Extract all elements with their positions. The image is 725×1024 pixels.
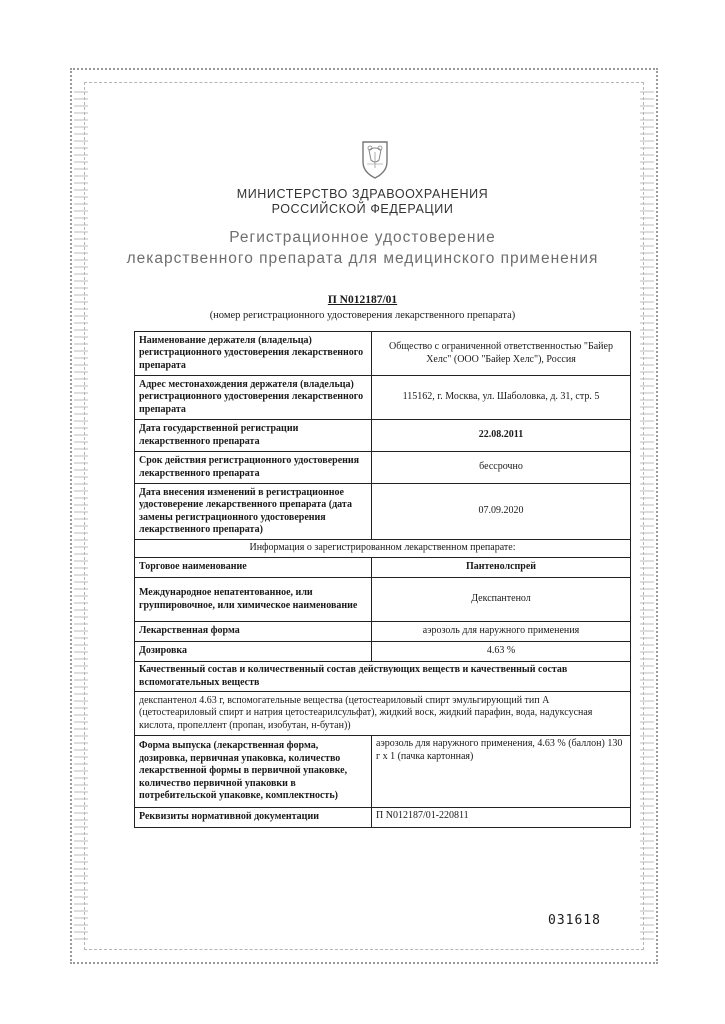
coat-of-arms-icon: [355, 138, 395, 180]
serial-number: 031618: [548, 913, 601, 928]
certificate-title-line-1: Регистрационное удостоверение: [229, 229, 496, 246]
ministry-line-1: МИНИСТЕРСТВО ЗДРАВООХРАНЕНИЯ: [236, 187, 489, 201]
table-row: [135, 808, 631, 828]
table-row: [135, 622, 631, 642]
certificate-title-line-2: лекарственного препарата для медицинского применения: [126, 250, 599, 267]
table-row: [135, 558, 631, 578]
inn-value: Декспантенол: [372, 578, 631, 622]
table-row: [135, 662, 631, 692]
registration-number-caption: (номер регистрационного удостоверения лекарственного препарата): [209, 310, 516, 321]
trade-name-value: Пантенолспрей: [372, 558, 631, 578]
registration-date-value: 22.08.2011: [372, 420, 631, 452]
normative-doc-label: Реквизиты нормативной документации: [135, 808, 372, 828]
certificate-table: [134, 331, 631, 828]
inn-label: Международное непатентованное, или группировочное, или химическое наименование: [135, 578, 372, 622]
release-form-value: аэрозоль для наружного применения, 4.63 % (баллон) 130 г x 1 (пачка картонная): [372, 736, 631, 808]
dosage-form-value: аэрозоль для наружного применения: [372, 622, 631, 642]
ministry-line-2: РОССИЙСКОЙ ФЕДЕРАЦИИ: [271, 202, 454, 216]
validity-value: бессрочно: [372, 452, 631, 484]
normative-doc-value: П N012187/01-220811: [372, 808, 631, 828]
registration-number: П N012187/01: [327, 294, 398, 306]
table-row: [135, 642, 631, 662]
info-header: Информация о зарегистрированном лекарственном препарате:: [135, 540, 631, 558]
dosage-value: 4.63 %: [372, 642, 631, 662]
table-row: [135, 484, 631, 540]
change-date-label: Дата внесения изменений в регистрационное удостоверение лекарственного препарата (дата замены регистрационного удостоверения лекарственного препарата): [135, 484, 372, 540]
trade-name-label: Торговое наименование: [135, 558, 372, 578]
table-row: [135, 332, 631, 376]
table-row: [135, 540, 631, 558]
table-row: [135, 692, 631, 736]
release-form-label: Форма выпуска (лекарственная форма, дозировка, первичная упаковка, количество лекарственной формы в первичной упаковке, количество первичной упаковки в потребительской упаковке, комплектность): [135, 736, 372, 808]
holder-address-value: 115162, г. Москва, ул. Шаболовка, д. 31, стр. 5: [372, 376, 631, 420]
table-row: [135, 376, 631, 420]
registration-date-label: Дата государственной регистрации лекарственного препарата: [135, 420, 372, 452]
table-row: [135, 452, 631, 484]
holder-name-value: Общество с ограниченной ответственностью "Байер Хелс" (ООО "Байер Хелс"), Россия: [372, 332, 631, 376]
holder-name-label: Наименование держателя (владельца) регистрационного удостоверения лекарственного препарата: [135, 332, 372, 376]
composition-label: Качественный состав и количественный состав действующих веществ и качественный состав вспомогательных веществ: [135, 662, 631, 692]
composition-value: декспантенол 4.63 г, вспомогательные вещества (цетостеариловый спирт эмульгирующий тип А (цетостеариловый спирт и натрия цетостеарилсульфат), жидкий воск, жидкий парафин, вода, надуксусная кислота, пропеллент (пропан, изобутан, н-бутан)): [135, 692, 631, 736]
table-row: [135, 736, 631, 808]
holder-address-label: Адрес местонахождения держателя (владельца) регистрационного удостоверения лекарственного препарата: [135, 376, 372, 420]
validity-label: Срок действия регистрационного удостоверения лекарственного препарата: [135, 452, 372, 484]
dosage-form-label: Лекарственная форма: [135, 622, 372, 642]
table-row: [135, 420, 631, 452]
table-row: [135, 578, 631, 622]
change-date-value: 07.09.2020: [372, 484, 631, 540]
dosage-label: Дозировка: [135, 642, 372, 662]
